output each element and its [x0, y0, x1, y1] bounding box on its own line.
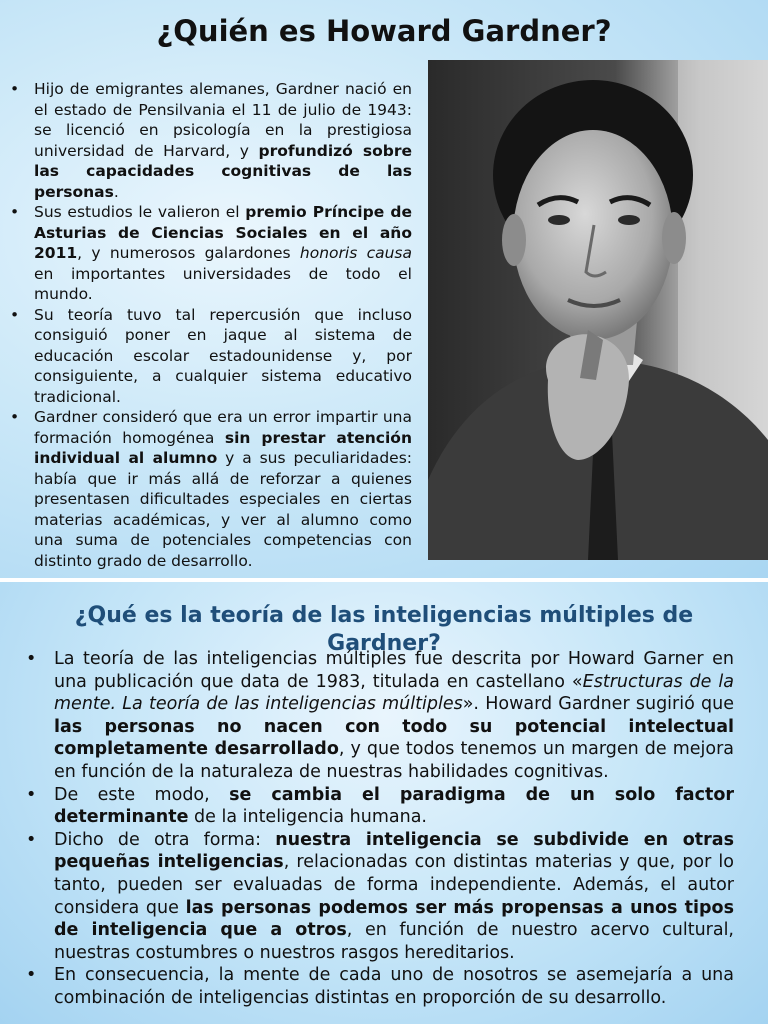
- slide-multiple-intelligences: [0, 582, 768, 1024]
- italic-text: honoris causa: [299, 244, 412, 262]
- text-run: Sus estudios le valieron el: [34, 203, 246, 221]
- portrait-illustration: [428, 60, 768, 560]
- bullet-list: [10, 79, 412, 571]
- bullet-icon: •: [26, 965, 37, 986]
- bold-text: premio Príncipe de Asturias de Ciencias Sociales en el año 2011: [34, 203, 412, 262]
- text-run: y a sus peculiaridades: había que ir más allá de reforzar a quienes presentasen dificultades especiales en ciertas materias académicas, y ver al alumno como una suma de potenciales competencias con distinto grado de desarrollo.: [34, 449, 413, 570]
- text-run: Su teoría tuvo tal repercusión que incluso consiguió poner en jaque al sistema de educación escolar estadounidense y, por consiguiente, a cualquier sistema educativo tradicional.: [34, 305, 412, 406]
- bold-text: se cambia el paradigma de un solo factor determinante: [54, 784, 735, 828]
- bullet-text: [54, 785, 734, 828]
- slide-title: ¿Quién es Howard Gardner?: [156, 14, 612, 48]
- list-item: [26, 829, 734, 965]
- portrait-photo: [428, 60, 768, 560]
- text-run: , en función de nuestro acervo cultural, nuestras costumbres o nuestros rasgos hereditarios.: [54, 920, 734, 963]
- bold-text: las personas no nacen con todo su potencial intelectual completamente desarrollado: [54, 716, 734, 760]
- bullet-text: [34, 80, 412, 201]
- text-run: , relacionadas con distintas materias y que, por lo tanto, pueden ser evaluadas de forma independiente. Además, el autor considera que: [54, 852, 734, 918]
- bold-text: sin prestar atención individual al alumno: [34, 428, 412, 467]
- text-run: En consecuencia, la mente de cada uno de nosotros se asemejaría a una combinación de inteligencias distintas en proporción de su desarrollo.: [54, 965, 734, 1008]
- slide-title: ¿Qué es la teoría de las inteligencias múltiples de Gardner?: [74, 603, 694, 656]
- text-run: Dicho de otra forma:: [54, 829, 276, 850]
- text-run: Hijo de emigrantes alemanes, Gardner nació en el estado de Pensilvania el 11 de julio de 1943: se licenció en psicología en la prestigiosa universidad de Harvard, y: [34, 80, 412, 160]
- text-run: , y que todos tenemos un margen de mejora en función de la naturaleza de nuestras habilidades cognitivas.: [54, 739, 734, 782]
- text-run: Gardner consideró que era un error impartir una formación homogénea: [34, 408, 412, 447]
- text-run: en importantes universidades de todo el mundo.: [34, 264, 412, 303]
- bullet-icon: •: [10, 305, 20, 324]
- italic-text: Estructuras de la mente. La teoría de las inteligencias múltiples: [54, 671, 734, 715]
- bullet-icon: •: [26, 784, 37, 805]
- bold-text: las personas podemos ser más propensas a unos tipos de inteligencia que a otros: [54, 897, 734, 941]
- bullet-icon: •: [10, 80, 20, 98]
- text-run: De este modo,: [54, 784, 230, 805]
- bullet-icon: •: [26, 649, 37, 669]
- text-run: de la inteligencia humana.: [188, 807, 427, 828]
- bullet-text: [34, 408, 412, 570]
- text-run: La teoría de las inteligencias múltiples fue descrita por Howard Garner en una publicación que data de 1983, titulada en castellano «: [54, 649, 734, 692]
- bullet-text: [34, 203, 412, 303]
- bullet-text: [54, 649, 734, 782]
- bold-text: profundizó sobre las capacidades cognitivas de las personas: [34, 141, 412, 201]
- bullet-text: [54, 965, 734, 1008]
- list-item: [10, 305, 412, 408]
- bold-text: nuestra inteligencia se subdivide en otras pequeñas inteligencias: [54, 829, 734, 873]
- bullet-icon: •: [26, 829, 37, 850]
- text-run: , y numerosos galardones: [77, 244, 300, 262]
- bullet-icon: •: [10, 203, 20, 221]
- text-run: .: [113, 182, 119, 201]
- list-item: [26, 648, 734, 784]
- bullet-icon: •: [10, 408, 20, 426]
- list-item: [10, 407, 412, 571]
- list-item: [10, 79, 412, 202]
- bullet-text: [54, 830, 734, 963]
- list-item: [10, 202, 412, 305]
- text-run: ». Howard Gardner sugirió que: [462, 694, 734, 715]
- bullet-text: [34, 306, 412, 406]
- bullet-list: [26, 648, 734, 1010]
- list-item: [26, 964, 734, 1009]
- list-item: [26, 784, 734, 829]
